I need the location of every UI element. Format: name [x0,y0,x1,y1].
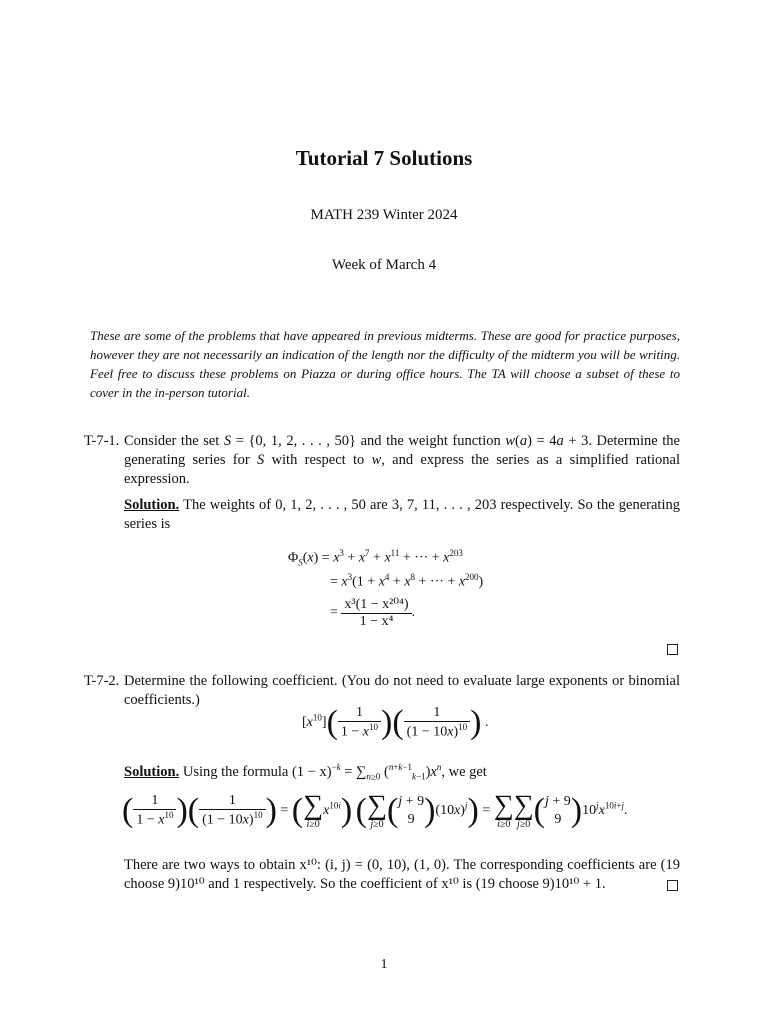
problem-statement: Determine the following coefficient. (You do not need to evaluate large exponents or binomial coefficients.) [124,673,680,708]
problem-number: T-7-2. [84,673,120,689]
problem-statement: Consider the set S = {0, 1, 2, . . . , 50} and the weight function w(a) = 4a + 3. Determine the generating series for S with respect to w, and express the series as a simplified rational expression. [124,433,680,487]
problem-number: T-7-1. [84,433,120,449]
solution-label: Solution. [124,497,180,513]
page-number: 1 [380,957,388,972]
equation-line-3: = $\frac{\text{x³(1 − x²⁰⁴)}}{\text{1 − x⁴}}$ . [330,597,416,629]
coefficient-expression: $[x^{10}]$( $\frac{1}{1 - x^{10}}$ )( $\frac{1}{(1 - 10x)^{10}}$ ) . [302,704,489,741]
equation-line-1: $\Phi_S(x) = x^3 + x^7 + x^{11}$ + ··· + $x^{203}$ [288,548,463,568]
equation-line-2: = $x^3(1 + x^4 + x^8$ + ··· + $x^{200}$) [330,572,484,590]
week-line: Week of March 4 [331,257,437,273]
expansion-equation: ( $\frac{1}{1 - x^{10}}$ )( $\frac{1}{(1 - 10x)^{10}}$ ) = ( ∑ i≥0 $x^{10i}$) ( ∑ j≥0 (j + 9 9 )$(10x)^j$) = ∑ i≥0 ∑ j≥0 (j + 9 9 )$10^jx^{10i+j}$. [122,790,628,830]
solution-2-paragraph: Solution. Using the formula $(1 - x)^{-k} = \sum_{n\ge 0}$ $(^{n+k-1}_{k-1})x^n$, we get [124,762,487,782]
intro-paragraph: These are some of the problems that have appeared in previous midterms. These are good for practice purposes, however they are not necessarily an indication of the length nor the difficulty of the midterm you will be writing. Feel free to discuss these problems on Piazza or during office hours. The TA will choose a subset of these to cover in the in-person tutorial. [90,328,680,400]
page-title: Tutorial 7 Solutions [295,146,473,170]
solution-paragraph [124,496,680,534]
conclusion-paragraph [84,856,680,894]
conclusion-text: There are two ways to obtain x¹⁰: (i, j) = (0, 10), (1, 0). The corresponding coefficients are (19 choose 9)10¹⁰ and 1 respectively. So the coefficient of x¹⁰ is (19 choose 9)10¹⁰ + 1. [124,857,680,892]
problem-t-7-1 [84,432,680,534]
qed-square-icon [667,644,678,655]
solution-text: The weights of 0, 1, 2, . . . , 50 are 3, 7, 11, . . . , 203 respectively. So the generating series is [124,497,680,532]
fraction: $\frac{\text{x³(1 − x²⁰⁴)}}{\text{1 − x⁴}}$ [341,596,411,630]
qed-square-icon [667,880,678,891]
course-line: MATH 239 Winter 2024 [310,207,458,223]
solution-label: Solution. [124,763,180,780]
